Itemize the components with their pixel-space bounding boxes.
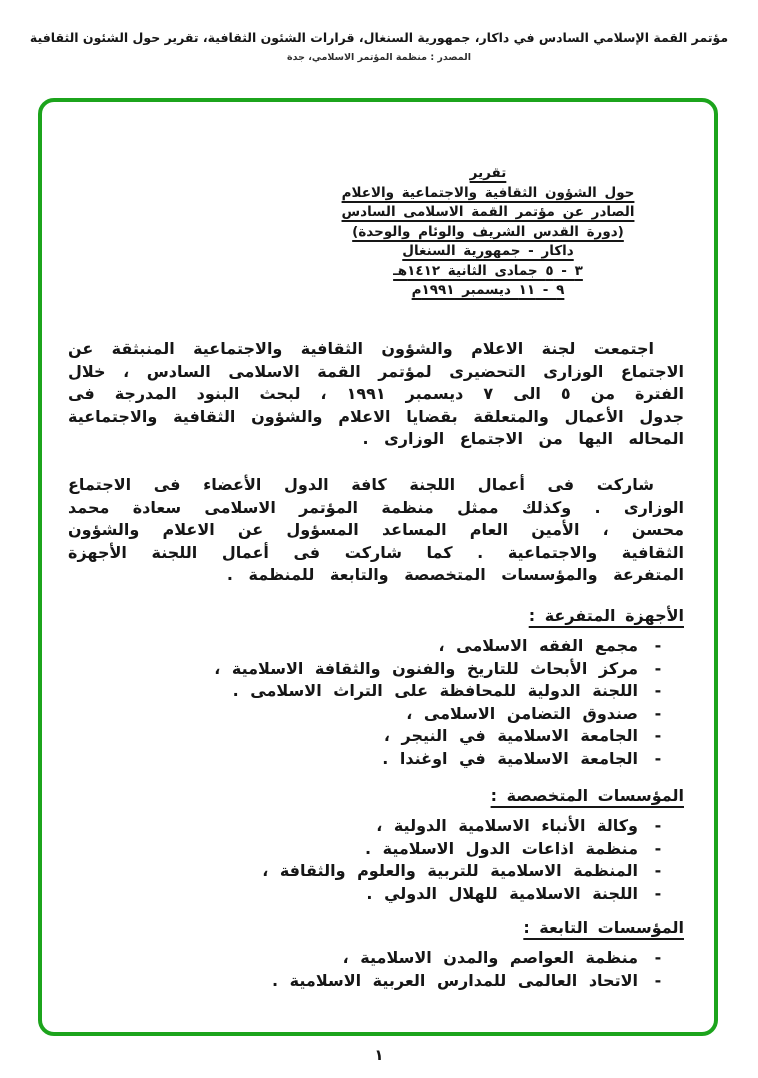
dash-marker: -	[654, 726, 662, 745]
list-item	[68, 947, 684, 970]
list-item-text: مركز الأبحاث للتاريخ والفنون والثقافة الاسلامية ،	[214, 658, 638, 678]
title-line-issuer: الصادر عن مؤتمر القمة الاسلامى السادس	[341, 204, 635, 220]
list-item-text: صندوق التضامن الاسلامى ،	[406, 703, 638, 723]
dash-marker: -	[654, 658, 662, 678]
list-item-text: الجامعة الاسلامية في اوغندا .	[382, 748, 638, 768]
header-source-line: المصدر : منظمة المؤتمر الاسلامي، جدة	[287, 52, 471, 63]
affiliated-institutions-list	[68, 947, 684, 992]
dash-marker: -	[654, 816, 662, 835]
section-heading-specialized-institutions: المؤسسات المتخصصة :	[490, 786, 684, 805]
subsidiary-organs-list	[68, 635, 684, 770]
list-item	[68, 725, 684, 748]
section-specialized-institutions	[68, 784, 684, 905]
list-item-text: الجامعة الاسلامية في النيجر ،	[383, 726, 638, 745]
section-subsidiary-organs	[68, 604, 684, 770]
section-heading-subsidiary-organs: الأجهزة المتفرعة :	[528, 606, 684, 625]
title-line-location: داكار - جمهورية السنغال	[402, 243, 574, 259]
list-item-text: الاتحاد العالمى للمدارس العربية الاسلامية .	[272, 970, 638, 990]
paragraph-committee-meeting: اجتمعت لجنة الاعلام والشؤون الثقافية والاجتماعية المنبثقة عن الاجتماع الوزارى التحضيرى لمؤتمر القمة الاسلامى السادس ، خلال الفترة من ٥ الى ٧ ديسمبر ١٩٩١ ، لبحث البنود المدرجة فى جدول الأعمال والمتعلقة بقضايا الاعلام والشؤون الثقافية والاجتماعية المحاله اليها من الاجتماع الوزارى .	[68, 339, 684, 448]
list-item-text: منظمة العواصم والمدن الاسلامية ،	[342, 948, 638, 967]
list-item	[68, 680, 684, 703]
dash-marker: -	[654, 861, 662, 880]
section-affiliated-institutions	[68, 916, 684, 992]
dash-marker: -	[654, 970, 662, 990]
specialized-institutions-list	[68, 815, 684, 905]
dash-marker: -	[654, 838, 662, 858]
dash-marker: -	[654, 948, 662, 967]
list-item-text: اللجنة الاسلامية للهلال الدولي .	[366, 883, 638, 903]
list-item	[68, 860, 684, 883]
section-heading-affiliated-institutions: المؤسسات التابعة :	[523, 918, 684, 937]
dash-marker: -	[654, 703, 662, 723]
dash-marker: -	[654, 681, 662, 700]
list-item-text: وكالة الأنباء الاسلامية الدولية ،	[376, 816, 638, 835]
list-item-text: مجمع الفقه الاسلامى ،	[438, 636, 638, 655]
list-item	[68, 703, 684, 726]
list-item-text: منظمة اذاعات الدول الاسلامية .	[365, 838, 638, 858]
title-line-session: (دورة القدس الشريف والوئام والوحدة)	[352, 223, 624, 240]
document-frame	[38, 98, 718, 1036]
list-item	[68, 635, 684, 658]
list-item	[68, 815, 684, 838]
page-number: ١	[374, 1046, 384, 1064]
list-item	[68, 748, 684, 771]
title-block	[320, 164, 656, 301]
title-line-date-hijri: ٣ - ٥ جمادى الثانية ١٤١٢هـ	[393, 262, 583, 279]
list-item	[68, 970, 684, 993]
title-line-report: تقرير	[469, 165, 507, 181]
document-header	[16, 30, 742, 63]
list-item-text: اللجنة الدولية للمحافظة على التراث الاسلامى .	[232, 681, 638, 700]
title-line-date-gregorian: ٩ - ١١ ديسمبر ١٩٩١م	[411, 282, 565, 298]
header-title-line: مؤتمر القمة الإسلامي السادس في داكار، جمهورية السنغال، قرارات الشئون الثقافية، تقرير حول الشئون الثقافية	[29, 30, 729, 45]
dash-marker: -	[654, 636, 662, 655]
list-item	[68, 658, 684, 681]
dash-marker: -	[654, 883, 662, 903]
title-line-subject: حول الشؤون الثقافية والاجتماعية والاعلام	[341, 184, 635, 201]
dash-marker: -	[654, 748, 662, 768]
paragraph-participants: شاركت فى أعمال اللجنة كافة الدول الأعضاء فى الاجتماع الوزارى . وكذلك ممثل منظمة المؤتمر الاسلامى سعادة محمد محسن ، الأمين العام المساعد المسؤول عن الاعلام والشؤون الثقافية والاجتماعية . كما شاركت فى أعمال اللجنة الأجهزة المتفرعة والمؤسسات المتخصصة والتابعة للمنظمة .	[68, 475, 684, 584]
list-item	[68, 883, 684, 906]
document-content	[42, 102, 714, 1032]
list-item	[68, 838, 684, 861]
list-item-text: المنظمة الاسلامية للتربية والعلوم والثقافة ،	[262, 861, 638, 880]
